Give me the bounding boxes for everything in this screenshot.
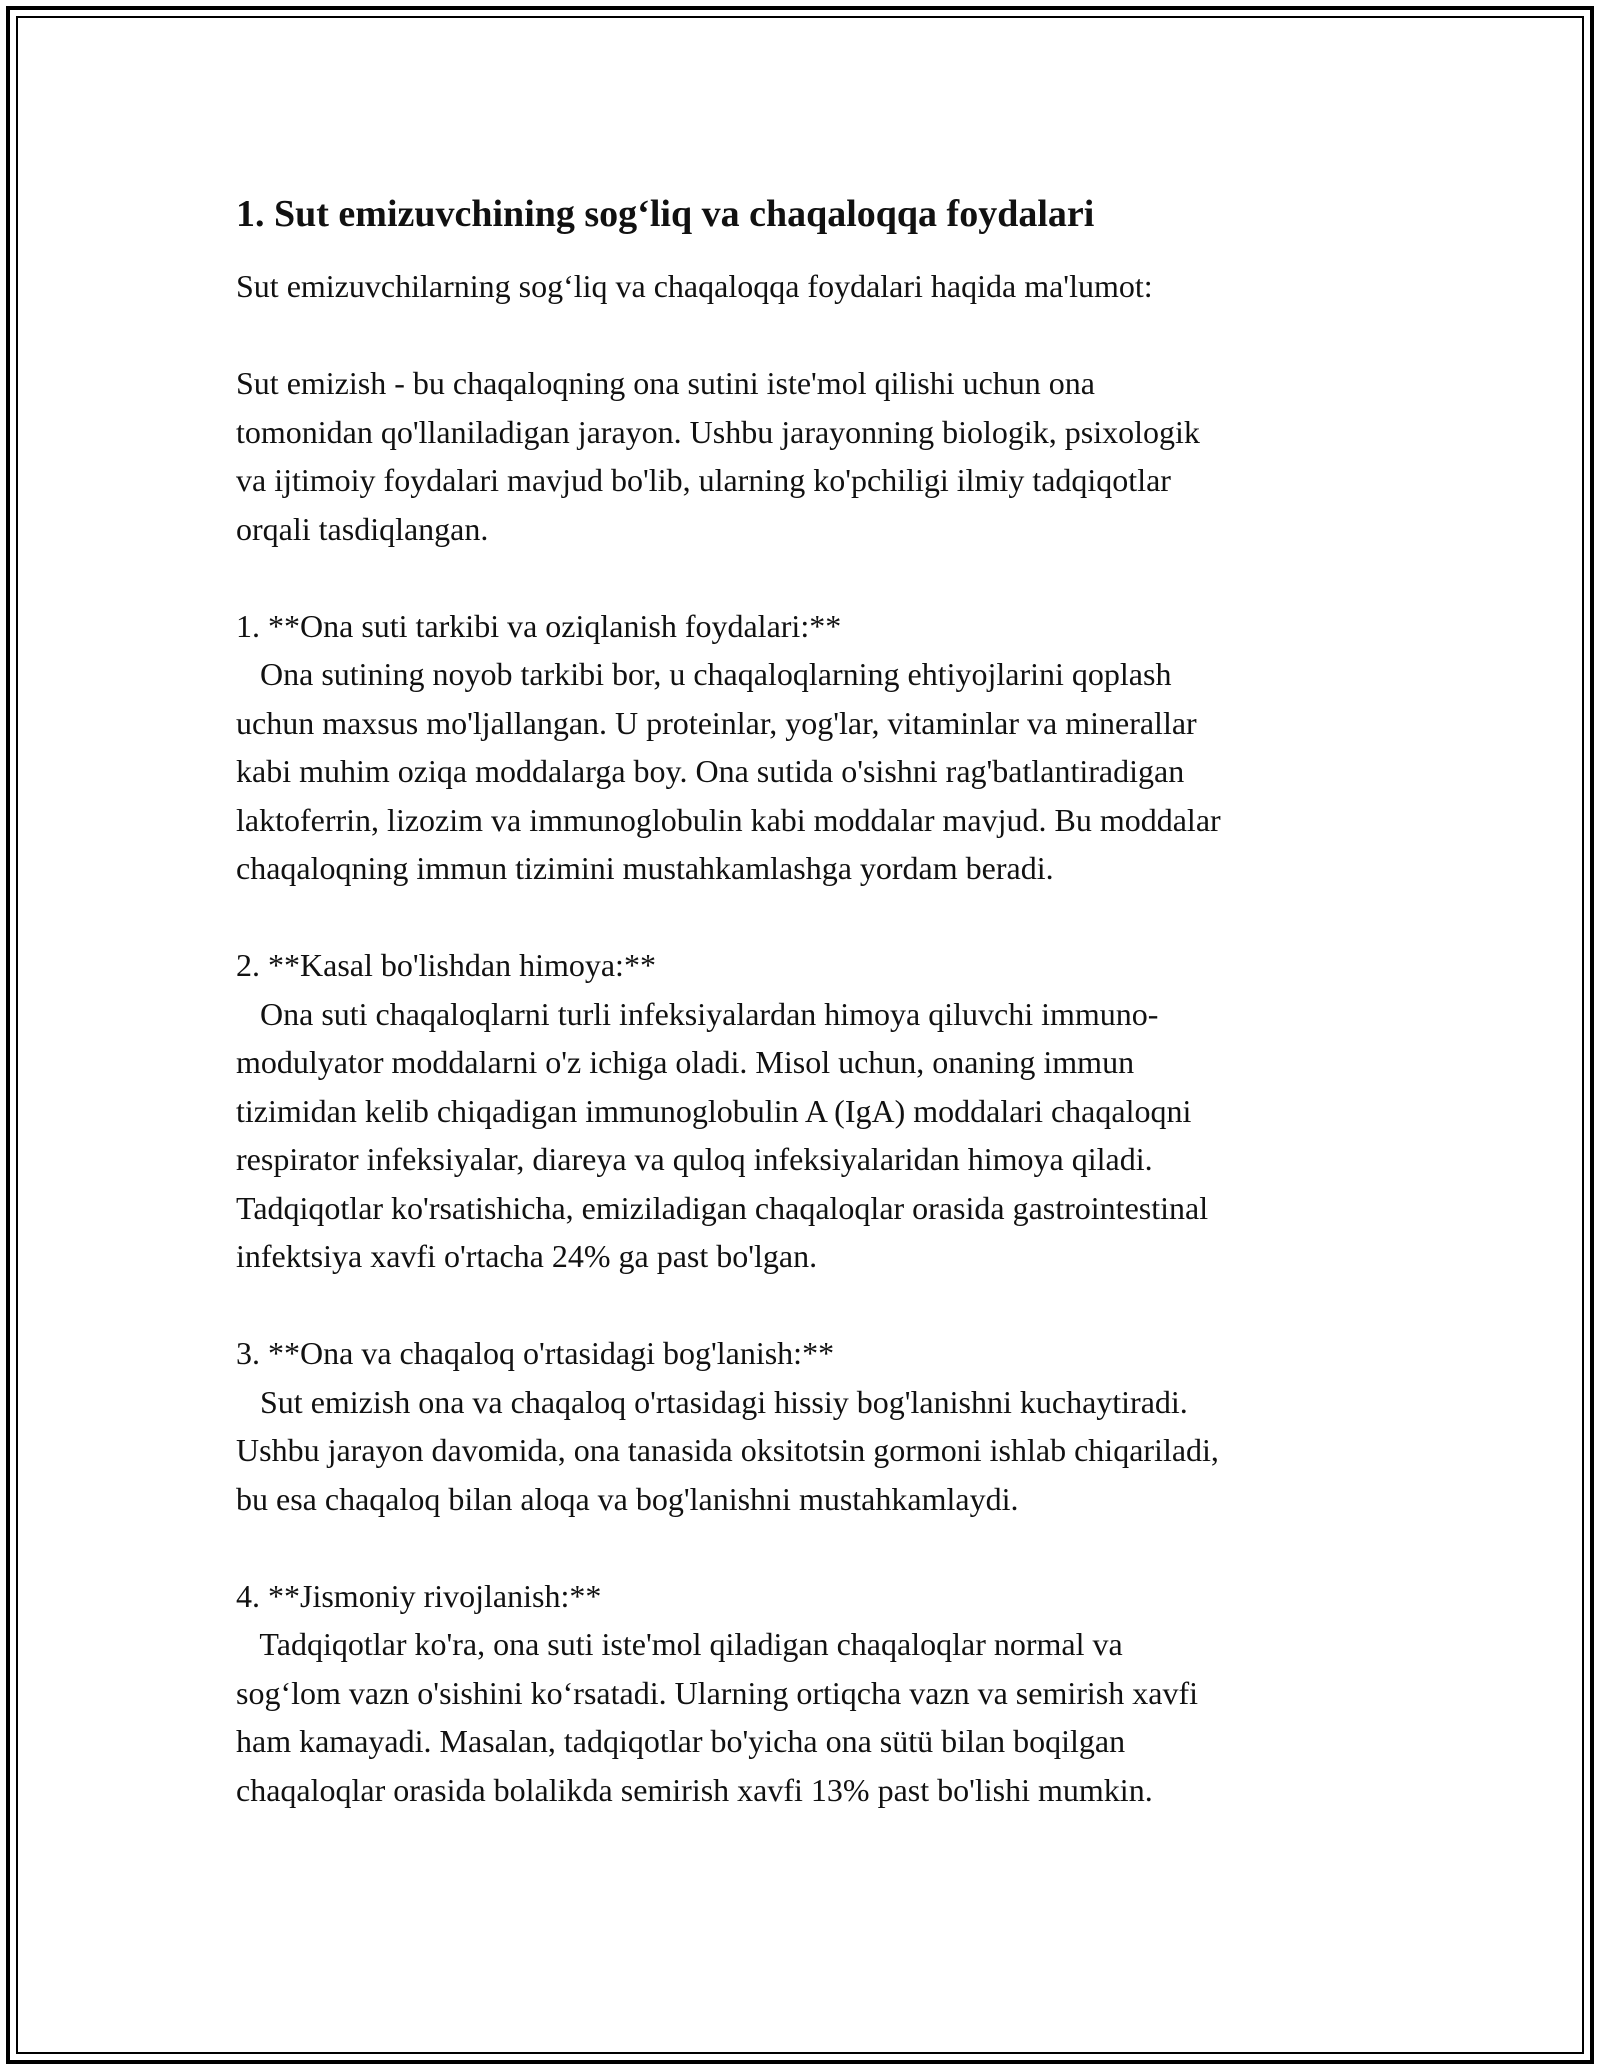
document-title: 1. Sut emizuvchining sog‘liq va chaqaloqqa foydalari xyxy=(236,193,1095,235)
section-physical-development xyxy=(236,1572,1386,1815)
paragraph-line: Sut emizish - bu chaqaloqning ona sutini iste'mol qilishi uchun ona xyxy=(236,365,1095,401)
paragraph-line: Sut emizuvchilarning sog‘liq va chaqaloqqa foydalari haqida ma'lumot: xyxy=(236,268,1153,304)
section-heading: 3. **Ona va chaqaloq o'rtasidagi bog'lanish:** xyxy=(236,1335,835,1371)
section-heading: 4. **Jismoniy rivojlanish:** xyxy=(236,1577,602,1614)
paragraph-line: laktoferrin, lizozim va immunoglobulin kabi moddalar mavjud. Bu moddalar xyxy=(236,801,1221,838)
paragraph-line: bu esa chaqaloq bilan aloqa va bog'lanishni mustahkamlaydi. xyxy=(236,1480,1019,1517)
paragraph-line: Sut emizish ona va chaqaloq o'rtasidagi hissiy bog'lanishni kuchaytiradi. xyxy=(236,1383,1188,1420)
section-bonding xyxy=(236,1329,1386,1523)
paragraph-line: uchun maxsus mo'ljallangan. U proteinlar, yog'lar, vitaminlar va minerallar xyxy=(236,704,1197,741)
paragraph-line: Ona suti chaqaloqlarni turli infeksiyalardan himoya qiluvchi immuno- xyxy=(236,995,1159,1032)
section-heading: 1. **Ona suti tarkibi va oziqlanish foydalari:** xyxy=(236,607,842,644)
paragraph-line: chaqaloqlar orasida bolalikda semirish xavfi 13% past bo'lishi mumkin. xyxy=(236,1771,1153,1808)
paragraph-line: ham kamayadi. Masalan, tadqiqotlar bo'yicha ona sütü bilan boqilgan xyxy=(236,1723,1126,1759)
paragraph-line: Tadqiqotlar ko'ra, ona suti iste'mol qiladigan chaqaloqlar normal va xyxy=(236,1626,1123,1662)
paragraph-line: Ona sutining noyob tarkibi bor, u chaqaloqlarning ehtiyojlarini qoplash xyxy=(236,656,1172,692)
paragraph-line: modulyator moddalarni o'z ichiga oladi. Misol uchun, onaning immun xyxy=(236,1044,1135,1080)
paragraph-line: tomonidan qo'llaniladigan jarayon. Ushbu jarayonning biologik, psixologik xyxy=(236,413,1200,450)
section-heading: 2. **Kasal bo'lishdan himoya:** xyxy=(236,947,656,983)
section-nutrition xyxy=(236,602,1386,893)
section-disease-protection xyxy=(236,941,1386,1281)
intro-paragraph xyxy=(236,262,1386,311)
document-body xyxy=(236,186,1386,1863)
paragraph-line: orqali tasdiqlangan. xyxy=(236,510,489,547)
paragraph-line: kabi muhim oziqa moddalarga boy. Ona sutida o'sishni rag'batlantiradigan xyxy=(236,753,1185,789)
paragraph-line: respirator infeksiyalar, diareya va quloq infeksiyalaridan himoya qiladi. xyxy=(236,1141,1153,1177)
paragraph-line: sog‘lom vazn o'sishini ko‘rsatadi. Ularning ortiqcha vazn va semirish xavfi xyxy=(236,1674,1198,1711)
paragraph-line: chaqaloqning immun tizimini mustahkamlashga yordam beradi. xyxy=(236,850,1054,886)
paragraph-line: Ushbu jarayon davomida, ona tanasida oksitotsin gormoni ishlab chiqariladi, xyxy=(236,1432,1219,1468)
paragraph-line: Tadqiqotlar ko'rsatishicha, emiziladigan chaqaloqlar orasida gastrointestinal xyxy=(236,1189,1209,1226)
paragraph-line: va ijtimoiy foydalari mavjud bo'lib, ularning ko'pchiligi ilmiy tadqiqotlar xyxy=(236,462,1171,498)
paragraph-line: tizimidan kelib chiqadigan immunoglobulin A (IgA) moddalari chaqaloqni xyxy=(236,1092,1192,1129)
definition-paragraph xyxy=(236,359,1386,553)
paragraph-line: infektsiya xavfi o'rtacha 24% ga past bo'lgan. xyxy=(236,1238,818,1274)
